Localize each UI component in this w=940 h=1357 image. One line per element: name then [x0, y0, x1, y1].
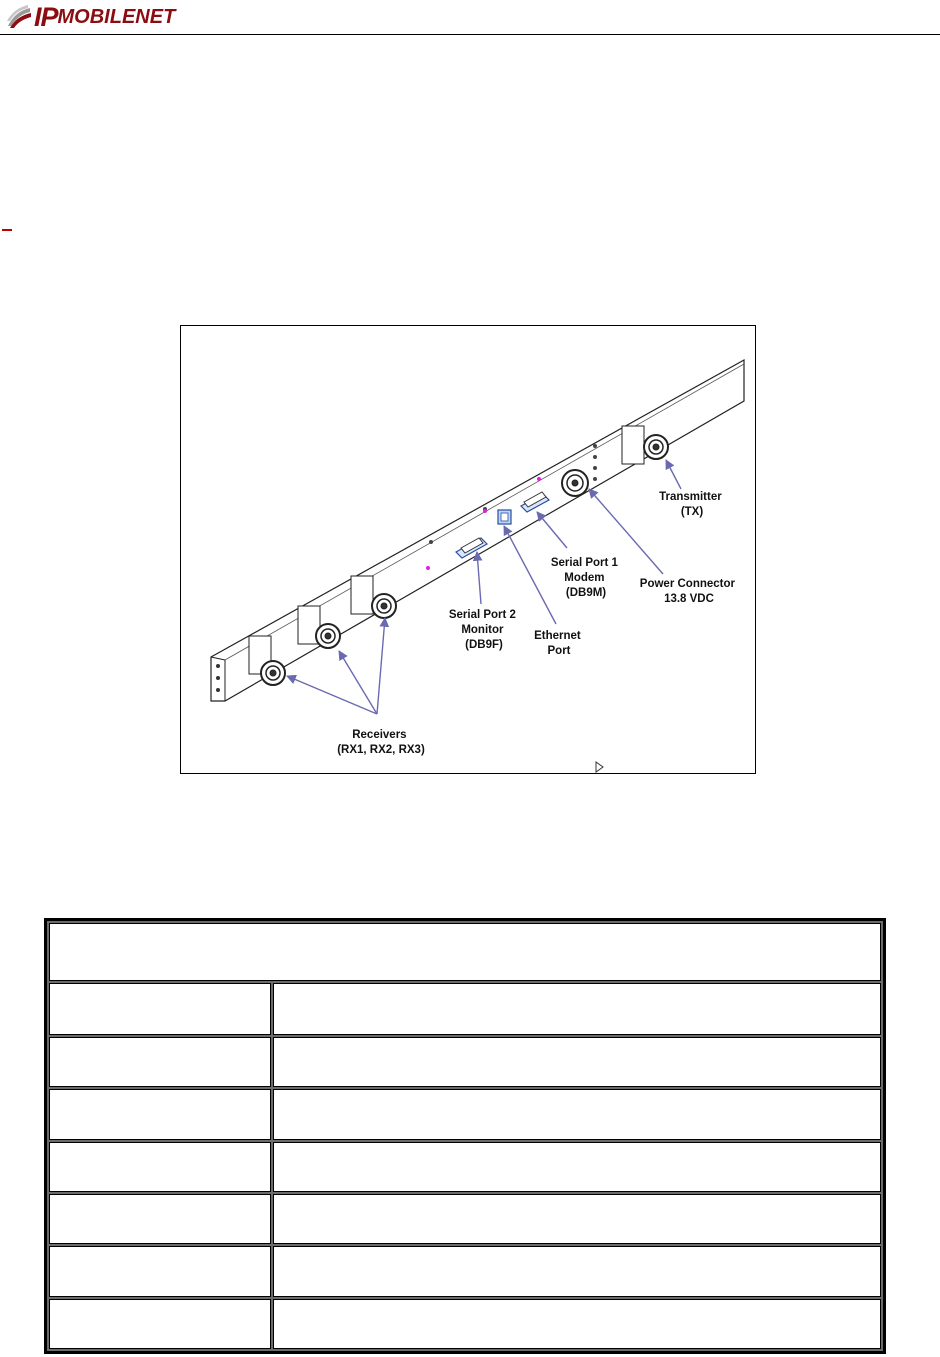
label-receivers: Receivers (RX1, RX2, RX3) [337, 729, 425, 756]
label-serial-port-2: Serial Port 2 Monitor (DB9F) [448, 609, 516, 651]
ipmobilenet-logo [6, 2, 175, 32]
specification-table [44, 918, 886, 1354]
table-cell [49, 1037, 271, 1087]
table-cell [49, 1246, 271, 1296]
header-divider [0, 34, 940, 35]
panel-body [211, 346, 757, 775]
table-cell [273, 1246, 881, 1296]
label-power-connector: Power Connector 13.8 VDC [639, 578, 736, 605]
table-row [49, 1089, 881, 1139]
table-header-row [49, 983, 881, 1035]
label-serial-port-1: Serial Port 1 Modem (DB9M) [550, 557, 618, 599]
table-row [49, 1142, 881, 1192]
table-cell [273, 1037, 881, 1087]
table-row [49, 1299, 881, 1349]
table-row [49, 1246, 881, 1296]
table-title-row [49, 923, 881, 981]
logo-ip-text: IP [34, 1, 58, 32]
table-header-cell [273, 983, 881, 1035]
label-ethernet-port: Ethernet Port [534, 630, 581, 657]
table-cell [49, 1142, 271, 1192]
table-cell [49, 1299, 271, 1349]
table-cell [273, 1299, 881, 1349]
logo-swoosh-icon [6, 4, 32, 30]
table-header-cell [49, 983, 271, 1035]
rear-panel-figure [180, 325, 756, 774]
table-cell [49, 1089, 271, 1139]
ethernet-connector [498, 510, 511, 524]
cursor-arrow-icon [596, 762, 603, 772]
revision-mark [2, 229, 12, 231]
table-row [49, 1194, 881, 1244]
table-cell [273, 1142, 881, 1192]
logo-mobilenet-text: MOBILENET [57, 5, 176, 28]
table-title [49, 923, 881, 981]
table-cell [273, 1194, 881, 1244]
table-row [49, 1037, 881, 1087]
table-cell [49, 1194, 271, 1244]
table-cell [273, 1089, 881, 1139]
rear-panel-diagram [181, 326, 757, 775]
power-connector [562, 470, 588, 496]
page-header [0, 0, 940, 36]
label-transmitter: Transmitter (TX) [659, 491, 722, 518]
